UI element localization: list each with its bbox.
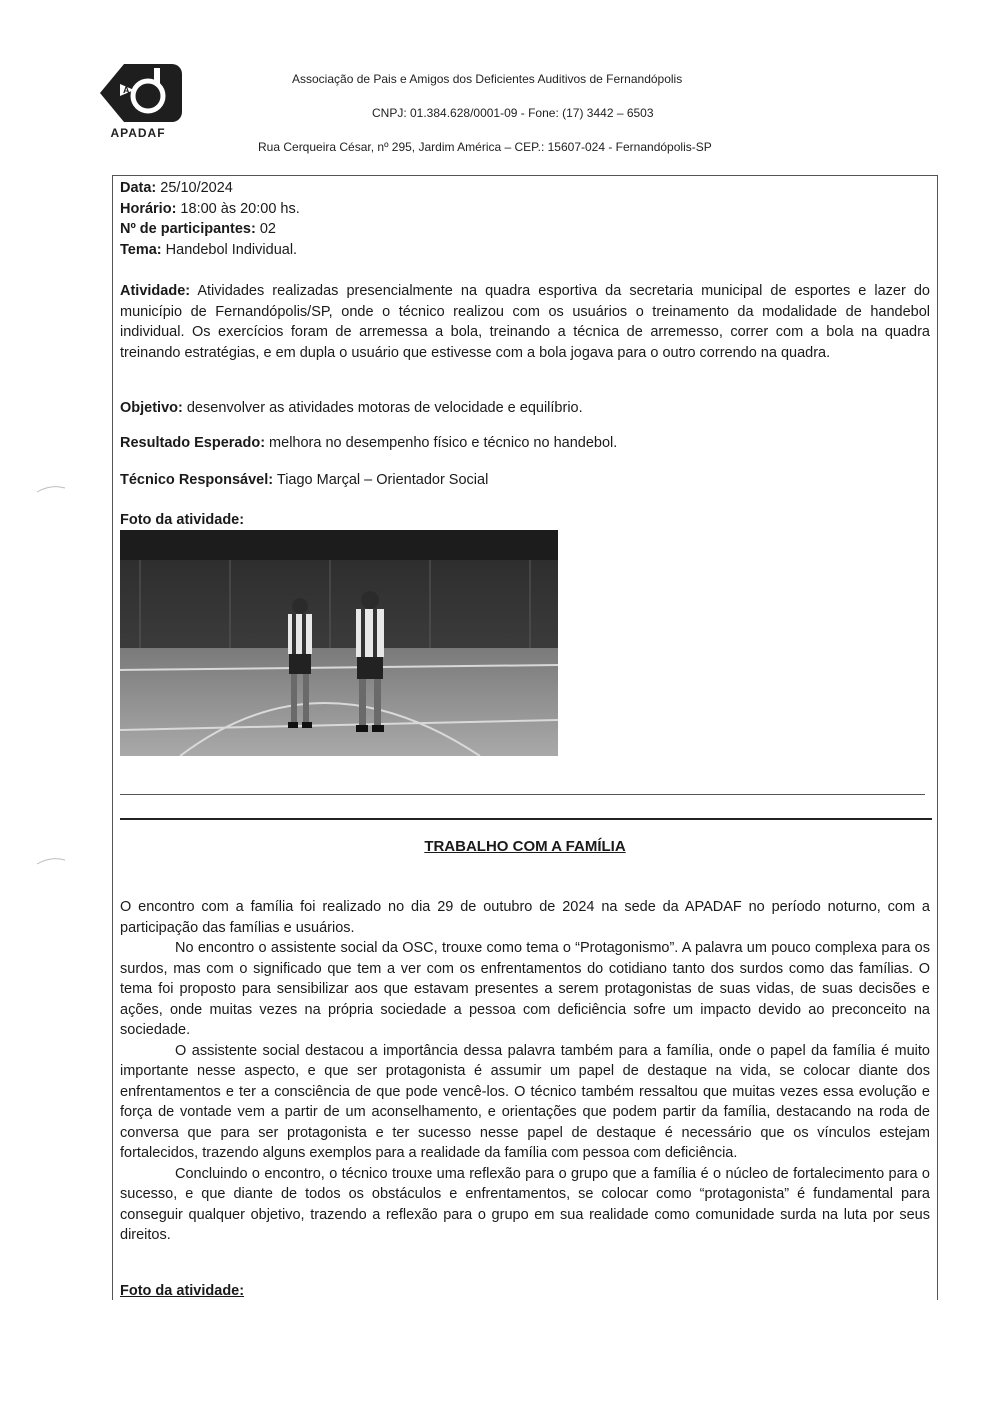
- theme-line: [120, 242, 297, 258]
- family-paragraph-2: No encontro o assistente social da OSC, trouxe como tema o “Protagonismo”. A palavra um pouco complexa para os surdos, mas com o significado que tem a ver com os enfrentamentos do cotidiano tanto dos surdos como das famílias. O tema foi proposto para sensibilizar aos que estavam presentes a serem protagonistas de suas vidas, de suas decisões e ações, onde muitas vezes na própria sociedade a pessoa com deficiência sofre um impacto devido ao preconceito na sociedade.: [120, 940, 930, 1038]
- objective-label: Objetivo:: [120, 400, 183, 416]
- family-section-text: [120, 897, 930, 1246]
- participants-line: [120, 221, 276, 237]
- divider-thick: [120, 818, 932, 820]
- court-photo-image: [120, 530, 558, 756]
- time-label: Horário:: [120, 201, 177, 217]
- expected-result-label: Resultado Esperado:: [120, 435, 266, 451]
- activity-label: Atividade:: [120, 283, 191, 299]
- date-line: [120, 180, 233, 196]
- objective-text: desenvolver as atividades motoras de velocidade e equilíbrio.: [182, 400, 583, 416]
- date-value: 25/10/2024: [156, 180, 233, 196]
- apadaf-logo-icon: [94, 62, 184, 126]
- objective-paragraph: [120, 398, 930, 419]
- svg-text:A: A: [123, 85, 130, 95]
- participants-label: Nº de participantes:: [120, 221, 256, 237]
- date-label: Data:: [120, 180, 157, 196]
- frame-top-border: [112, 175, 938, 176]
- activity-paragraph: [120, 281, 930, 363]
- family-paragraph-1: O encontro com a família foi realizado no dia 29 de outubro de 2024 na sede da APADAF no período noturno, com a participação das famílias e usuários.: [120, 899, 930, 936]
- theme-value: Handebol Individual.: [161, 242, 298, 258]
- technician-paragraph: [120, 470, 930, 491]
- apadaf-logo: [92, 62, 184, 144]
- scan-mark: [36, 856, 66, 866]
- frame-right-border: [937, 175, 938, 1300]
- theme-label: Tema:: [120, 242, 162, 258]
- technician-text: Tiago Marçal – Orientador Social: [273, 472, 489, 488]
- activity-photo-label: Foto da atividade:: [120, 512, 245, 528]
- family-paragraph-4: Concluindo o encontro, o técnico trouxe uma reflexão para o grupo que a família é o núcleo de fortalecimento para o sucesso, e que diante de todos os obstáculos e enfrentamentos, se colocar como “protagonista” é fundamental para conseguir qualquer objetivo, trazendo a reflexão para o grupo em sua realidade como comunidade surda na luta por seus direitos.: [120, 1165, 930, 1243]
- expected-result-text: melhora no desempenho físico e técnico no handebol.: [265, 435, 618, 451]
- scan-mark: [36, 484, 66, 494]
- section-title: TRABALHO COM A FAMÍLIA: [424, 838, 626, 855]
- expected-result-paragraph: [120, 433, 930, 454]
- family-photo-label: Foto da atividade:: [120, 1283, 245, 1299]
- time-line: [120, 201, 300, 217]
- family-paragraph-3: O assistente social destacou a importância dessa palavra também para a família, onde o papel da família é muito importante nesse aspecto, e que ser protagonista é assumir um papel de destaque na vida, se colocar diante dos enfrentamentos e ter a consciência de que pode vencê-los. O técnico também ressaltou que muitas vezes essa evolução e força de vontade vem a partir de um aconselhamento, e orientações que podem partir da família, destacando na roda de conversa que para ser protagonista e ter sucesso nesse papel de destaque é necessário que os vínculos estejam fortalecidos, trazendo alguns exemplos para a realidade da família com pessoa com deficiência.: [120, 1042, 930, 1161]
- cnpj-line: CNPJ: 01.384.628/0001-09 - Fone: (17) 3442 – 6503: [372, 106, 654, 120]
- frame-left-border: [112, 175, 113, 1300]
- activity-photo: [120, 530, 558, 756]
- address-line: Rua Cerqueira César, nº 295, Jardim América – CEP.: 15607-024 - Fernandópolis-SP: [258, 140, 712, 154]
- technician-label: Técnico Responsável:: [120, 472, 274, 488]
- divider-thin: [120, 794, 925, 795]
- logo-text: APADAF: [110, 126, 166, 140]
- activity-text: Atividades realizadas presencialmente na quadra esportiva da secretaria municipal de esportes e lazer do município de Fernandópolis/SP, onde o técnico realizou com os usuários o treinamento da modalidade de handebol individual. Os exercícios foram de arremessa a bola, treinando a técnica de arremesso, correr com a bola na quadra treinando estratégias, e em dupla o usuário que estivesse com a bola jogava para o outro correndo na quadra.: [120, 283, 930, 361]
- org-name: Associação de Pais e Amigos dos Deficientes Auditivos de Fernandópolis: [292, 72, 683, 86]
- time-value: 18:00 às 20:00 hs.: [176, 201, 300, 217]
- participants-value: 02: [255, 221, 276, 237]
